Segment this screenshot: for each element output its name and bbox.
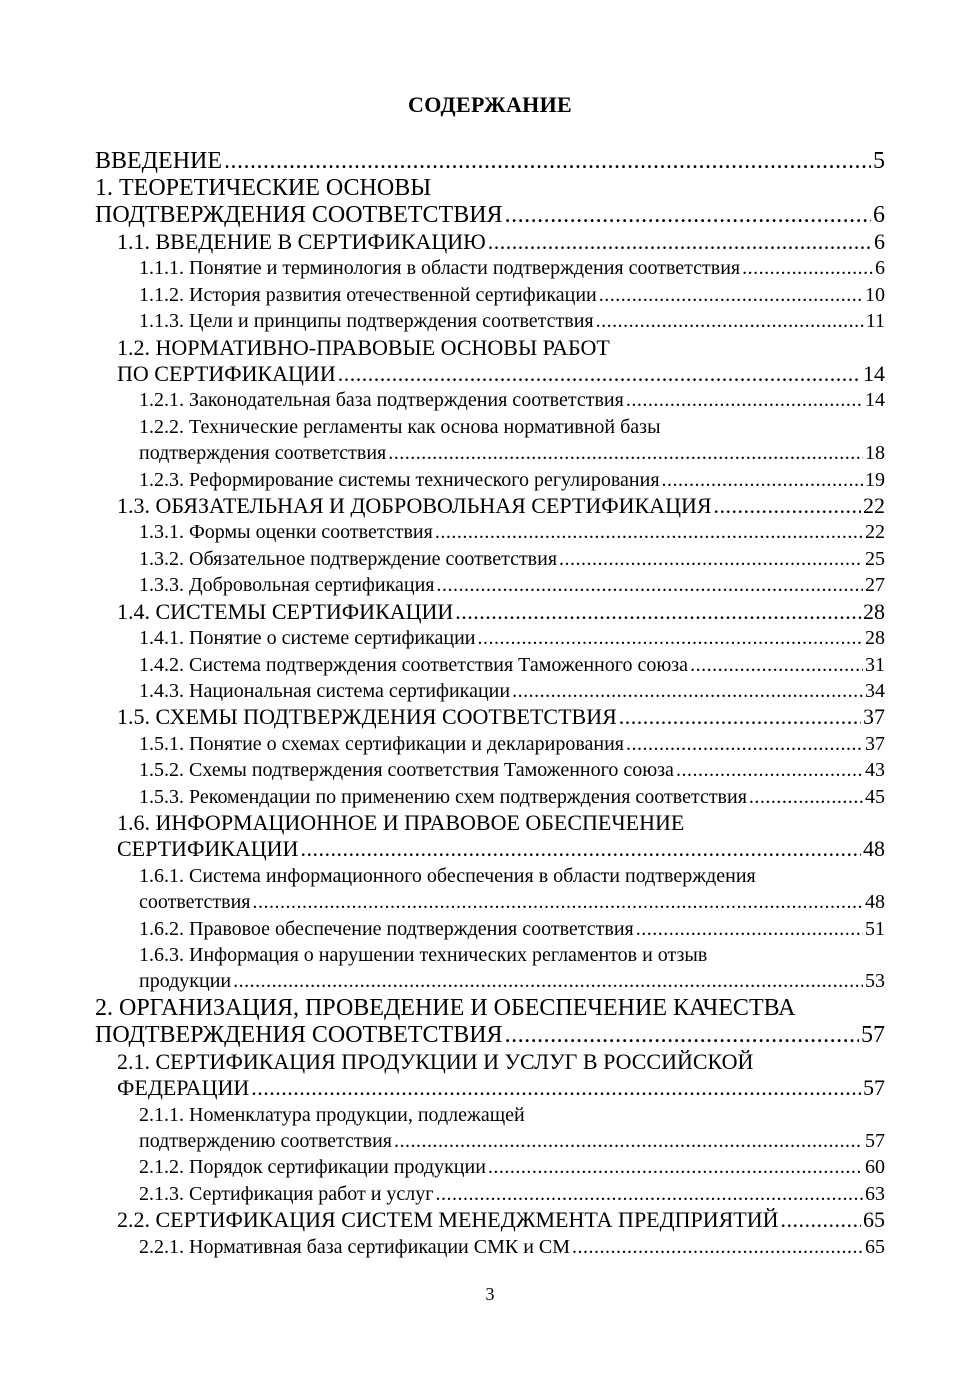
toc-entry-text: 1.1.2. История развития отечественной сертификации <box>139 283 597 306</box>
toc-entry[interactable] <box>139 467 980 493</box>
toc-entry-text: подтверждению соответствия <box>139 1130 392 1152</box>
toc-page-number: 48 <box>863 836 885 862</box>
toc-page-number: 27 <box>865 574 885 597</box>
toc-page-number: 37 <box>863 704 885 730</box>
dot-leader <box>742 255 873 281</box>
dot-leader <box>224 148 871 175</box>
toc-entry[interactable] <box>139 282 980 308</box>
toc-entry-text: 1.2. НОРМАТИВНО-ПРАВОВЫЕ ОСНОВЫ РАБОТ <box>117 334 610 360</box>
toc-page-number: 57 <box>863 1075 885 1101</box>
toc-entry[interactable] <box>139 1234 980 1260</box>
toc-entry[interactable] <box>139 625 980 651</box>
toc-entry[interactable] <box>139 757 980 783</box>
dot-leader <box>300 836 861 862</box>
toc-entry-text: 2. ОРГАНИЗАЦИЯ, ПРОВЕДЕНИЕ И ОБЕСПЕЧЕНИЕ КАЧЕСТВА <box>95 994 796 1021</box>
dot-leader <box>435 519 863 545</box>
dot-leader <box>394 1128 863 1154</box>
dot-leader <box>572 1234 863 1260</box>
dot-leader <box>488 229 872 255</box>
dot-leader <box>599 282 863 308</box>
toc-entry-text: 1.6.2. Правовое обеспечение подтверждения соответствия <box>139 917 634 940</box>
toc-page-number: 22 <box>863 493 885 519</box>
toc-entry-text: 1.2.2. Технические регламенты как основа нормативной базы <box>139 415 661 438</box>
toc-page-number: 18 <box>865 442 885 465</box>
dot-leader <box>253 889 863 915</box>
toc-entry-text: 1.3.3. Добровольная сертификация <box>139 574 435 597</box>
toc-page-number: 14 <box>865 389 885 412</box>
dot-leader <box>619 704 861 730</box>
toc-entry-text: 2.1.1. Номенклатура продукции, подлежащей <box>139 1103 525 1126</box>
dot-leader <box>512 678 863 704</box>
toc-entry[interactable] <box>139 916 980 942</box>
toc-page-number: 28 <box>863 598 885 624</box>
toc-entry[interactable] <box>117 229 980 255</box>
toc-page-number: 65 <box>863 1207 885 1233</box>
toc-entry[interactable] <box>139 546 980 572</box>
dot-leader <box>636 916 863 942</box>
toc-entry[interactable] <box>117 1049 980 1102</box>
toc-entry-text: 1.6. ИНФОРМАЦИОННОЕ И ПРАВОВОЕ ОБЕСПЕЧЕНИЕ <box>117 809 685 835</box>
toc-entry-text: 1.5.1. Понятие о схемах сертификации и декларирования <box>139 732 624 755</box>
toc-entry-text: 1.5.3. Рекомендации по применению схем подтверждения соответствия <box>139 785 747 808</box>
toc-entry-text: 1.6.3. Информация о нарушении технических регламентов и отзыв <box>139 943 708 966</box>
dot-leader <box>388 440 863 466</box>
dot-leader <box>714 493 861 519</box>
toc-entry-text: 1.2.1. Законодательная база подтверждения соответствия <box>139 389 624 412</box>
toc-entry-text: подтверждения соответствия <box>139 442 387 465</box>
toc-entry-text: 2.2.1. Нормативная база сертификации СМК и СМ <box>139 1235 571 1258</box>
toc-entry-text: 1.3.1. Формы оценки соответствия <box>139 521 433 544</box>
dot-leader <box>626 387 863 413</box>
dot-leader <box>749 784 863 810</box>
toc-entry[interactable] <box>139 414 980 467</box>
dot-leader <box>455 599 861 625</box>
toc-entry[interactable] <box>139 863 980 916</box>
toc-page-number: 6 <box>875 257 885 280</box>
toc-entry[interactable] <box>139 1154 980 1180</box>
dot-leader <box>690 652 863 678</box>
toc-entry[interactable] <box>95 175 980 229</box>
toc-entry-text: 1.1.1. Понятие и терминология в области подтверждения соответствия <box>139 257 741 280</box>
toc-entry-text: продукции <box>139 970 232 993</box>
toc-page-number: 14 <box>863 361 885 387</box>
toc-entry-text: ПО СЕРТИФИКАЦИИ <box>117 361 336 387</box>
dot-leader <box>233 968 863 994</box>
toc-entry-text: 1.1. ВВЕДЕНИЕ В СЕРТИФИКАЦИЮ <box>117 229 486 254</box>
toc-page-number: 57 <box>861 1021 885 1048</box>
toc-entry-text: 1.1.3. Цели и принципы подтверждения соответствия <box>139 310 594 333</box>
toc-entry[interactable] <box>139 519 980 545</box>
toc-page-number: 51 <box>865 917 885 940</box>
toc-entry-text: ВВЕДЕНИЕ <box>95 148 223 174</box>
toc-entry[interactable] <box>139 1181 980 1207</box>
toc-page-number: 43 <box>865 759 885 782</box>
toc-entry-text: 1.4. СИСТЕМЫ СЕРТИФИКАЦИИ <box>117 598 454 624</box>
toc-entry-text: 2.2. СЕРТИФИКАЦИЯ СИСТЕМ МЕНЕДЖМЕНТА ПРЕДПРИЯТИЙ <box>117 1207 779 1233</box>
dot-leader <box>505 1022 859 1049</box>
toc-page-number: 11 <box>865 310 885 333</box>
toc-page-number: 10 <box>865 283 885 306</box>
toc-page-number: 31 <box>865 653 885 676</box>
toc-entry-text: 1.2.3. Реформирование системы технического регулирования <box>139 468 660 491</box>
dot-leader <box>559 546 863 572</box>
toc-entry-text: СЕРТИФИКАЦИИ <box>117 836 299 862</box>
toc-entry-text: 2.1. СЕРТИФИКАЦИЯ ПРОДУКЦИИ И УСЛУГ В РОССИЙСКОЙ <box>117 1048 754 1074</box>
dot-leader <box>478 625 863 651</box>
toc-entry[interactable] <box>139 942 980 995</box>
toc-page-number: 37 <box>865 732 885 755</box>
dot-leader <box>676 757 863 783</box>
dot-leader <box>662 467 863 493</box>
toc-entry[interactable] <box>139 387 980 413</box>
toc-page-number: 6 <box>873 202 885 228</box>
toc-entry[interactable] <box>139 572 980 598</box>
toc-page-number: 6 <box>874 229 885 254</box>
toc-entry-text: 1.6.1. Система информационного обеспечения в области подтверждения <box>139 864 756 887</box>
toc-entry[interactable] <box>139 652 980 678</box>
toc-page-number: 63 <box>865 1182 885 1205</box>
toc-entry-text: 2.1.3. Сертификация работ и услуг <box>139 1182 434 1205</box>
toc-entry-text: ФЕДЕРАЦИИ <box>117 1075 250 1101</box>
toc-entry[interactable] <box>117 599 980 625</box>
toc-entry-text: ПОДТВЕРЖДЕНИЯ СООТВЕТСТВИЯ <box>95 1021 503 1048</box>
toc-page-number: 65 <box>865 1235 885 1258</box>
toc-entry-text: 1.4.2. Система подтверждения соответствия Таможенного союза <box>139 653 689 676</box>
toc-entry[interactable] <box>117 810 980 863</box>
toc-entry[interactable] <box>117 335 980 388</box>
toc-entry[interactable] <box>139 784 980 810</box>
toc-entry[interactable] <box>117 1207 980 1233</box>
toc-entry[interactable] <box>117 493 980 519</box>
toc-page-number: 28 <box>865 627 885 650</box>
toc-page-number: 45 <box>865 785 885 808</box>
toc-entry-text: 1.4.1. Понятие о системе сертификации <box>139 627 476 650</box>
dot-leader <box>626 731 863 757</box>
toc-entry-text: 1.5. СХЕМЫ ПОДТВЕРЖДЕНИЯ СООТВЕТСТВИЯ <box>117 704 617 730</box>
toc-entry-text: 1.3. ОБЯЗАТЕЛЬНАЯ И ДОБРОВОЛЬНАЯ СЕРТИФИКАЦИЯ <box>117 493 712 519</box>
toc-page-number: 22 <box>865 521 885 544</box>
toc-page-number: 5 <box>873 148 885 174</box>
toc-list <box>0 148 980 1260</box>
toc-page-number: 48 <box>865 891 885 914</box>
toc-entry[interactable] <box>95 995 980 1049</box>
toc-page-number: 19 <box>865 468 885 491</box>
toc-page-number: 60 <box>865 1156 885 1179</box>
toc-entry[interactable] <box>117 704 980 730</box>
dot-leader <box>596 308 864 334</box>
toc-entry-text: 1.3.2. Обязательное подтверждение соответствия <box>139 547 558 570</box>
dot-leader <box>505 202 871 229</box>
toc-entry-text: 1. ТЕОРЕТИЧЕСКИЕ ОСНОВЫ <box>95 175 432 201</box>
page-number: 3 <box>485 1284 495 1304</box>
toc-entry[interactable] <box>95 148 980 175</box>
toc-entry-text: ПОДТВЕРЖДЕНИЯ СООТВЕТСТВИЯ <box>95 202 503 228</box>
toc-entry-text: 1.4.3. Национальная система сертификации <box>139 679 511 702</box>
dot-leader <box>436 1181 864 1207</box>
toc-page-number: 53 <box>865 970 885 993</box>
dot-leader <box>338 361 861 387</box>
toc-entry[interactable] <box>139 308 980 334</box>
toc-entry-text: соответствия <box>139 891 251 914</box>
toc-entry[interactable] <box>139 678 980 704</box>
dot-leader <box>251 1075 861 1101</box>
toc-page-number: 25 <box>865 547 885 570</box>
toc-entry[interactable] <box>139 1102 980 1155</box>
toc-heading: СОДЕРЖАНИЕ <box>408 92 572 117</box>
dot-leader <box>436 572 863 598</box>
toc-entry[interactable] <box>139 731 980 757</box>
toc-entry-text: 2.1.2. Порядок сертификации продукции <box>139 1156 486 1179</box>
dot-leader <box>488 1154 863 1180</box>
toc-entry[interactable] <box>139 255 980 281</box>
toc-entry-text: 1.5.2. Схемы подтверждения соответствия Таможенного союза <box>139 759 674 782</box>
toc-page-number: 34 <box>865 679 885 702</box>
toc-page-number: 57 <box>865 1130 885 1152</box>
dot-leader <box>781 1207 861 1233</box>
